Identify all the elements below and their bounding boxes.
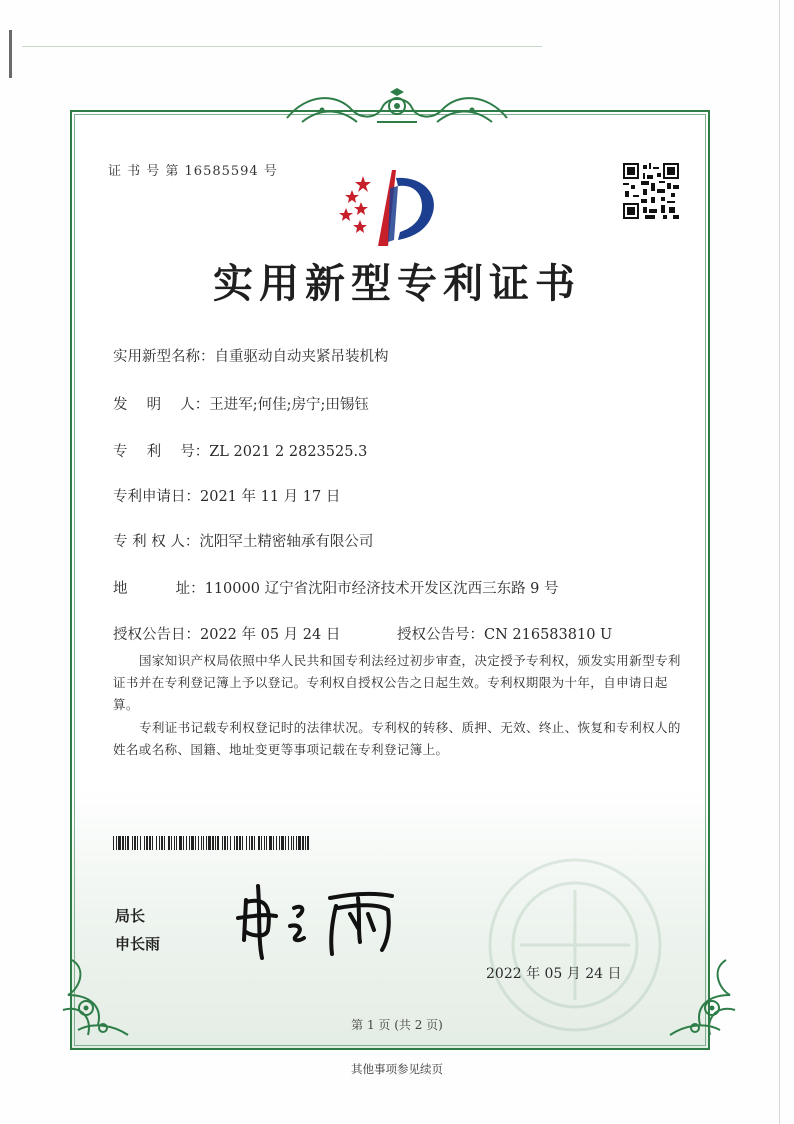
filing-date-value: 2021 年 11 月 17 日 [200,489,341,505]
body-paragraph-1: 国家知识产权局依照中华人民共和国专利法经过初步审查，决定授予专利权，颁发实用新型专利证书并在专利登记簿上予以登记。专利权自授权公告之日起生效。专利权期限为十年，自申请日起算。 [113,653,681,712]
continuation-note: 其他事项参见续页 [351,1062,443,1076]
filing-date-label: 专利申请日： [113,489,200,505]
patentee-label: 专 利 权 人： [113,534,200,550]
grant-date-value: 2022 年 05 月 24 日 [200,627,341,643]
address-value: 110000 辽宁省沈阳市经济技术开发区沈西三东路 9 号 [204,581,559,597]
inventor-value: 王进军;何佳;房宁;田锡钰 [209,397,369,413]
document-title: 实用新型专利证书 [213,260,581,307]
top-ornament-icon [282,88,512,132]
patent-number-row [113,440,367,461]
grant-number-value: CN 216583810 U [484,627,613,643]
issue-date: 2022 年 05 月 24 日 [486,966,622,982]
director-title: 局长 [115,907,146,925]
filing-date-row [113,485,340,506]
certificate-number: 证 书 号 第 16585594 号 [108,164,278,179]
grant-number-row [397,623,612,644]
utility-model-name-value: 自重驱动自动夹紧吊装机构 [214,349,389,365]
utility-model-name-row [113,345,389,366]
scan-artifact-line [22,46,542,47]
patentee-row [113,530,373,551]
qr-code-icon [623,163,679,219]
patent-number-label: 专 利 号： [113,444,210,460]
patent-number-value: ZL 2021 2 2823525.3 [209,444,368,460]
director-signature [232,880,402,960]
page-number: 第 1 页 (共 2 页) [351,1018,443,1032]
utility-model-name-label: 实用新型名称： [113,349,215,365]
barcode-icon [113,836,309,850]
scan-artifact-mark [9,30,12,78]
grant-number-label: 授权公告号： [397,627,484,643]
address-label: 地 址： [113,581,205,597]
patentee-value: 沈阳罕土精密轴承有限公司 [199,534,374,550]
sipo-logo [334,168,444,248]
inventor-row [113,393,369,414]
grant-date-row [113,623,340,644]
page-edge-line [779,0,780,1124]
address-row [113,577,559,598]
watermark-emblem-icon [460,850,690,1040]
grant-date-label: 授权公告日： [113,627,200,643]
director-name: 申长雨 [115,935,161,953]
inventor-label: 发 明 人： [113,397,210,413]
body-paragraph-2: 专利证书记载专利权登记时的法律状况。专利权的转移、质押、无效、终止、恢复和专利权人的姓名或名称、国籍、地址变更等事项记载在专利登记簿上。 [113,720,681,757]
